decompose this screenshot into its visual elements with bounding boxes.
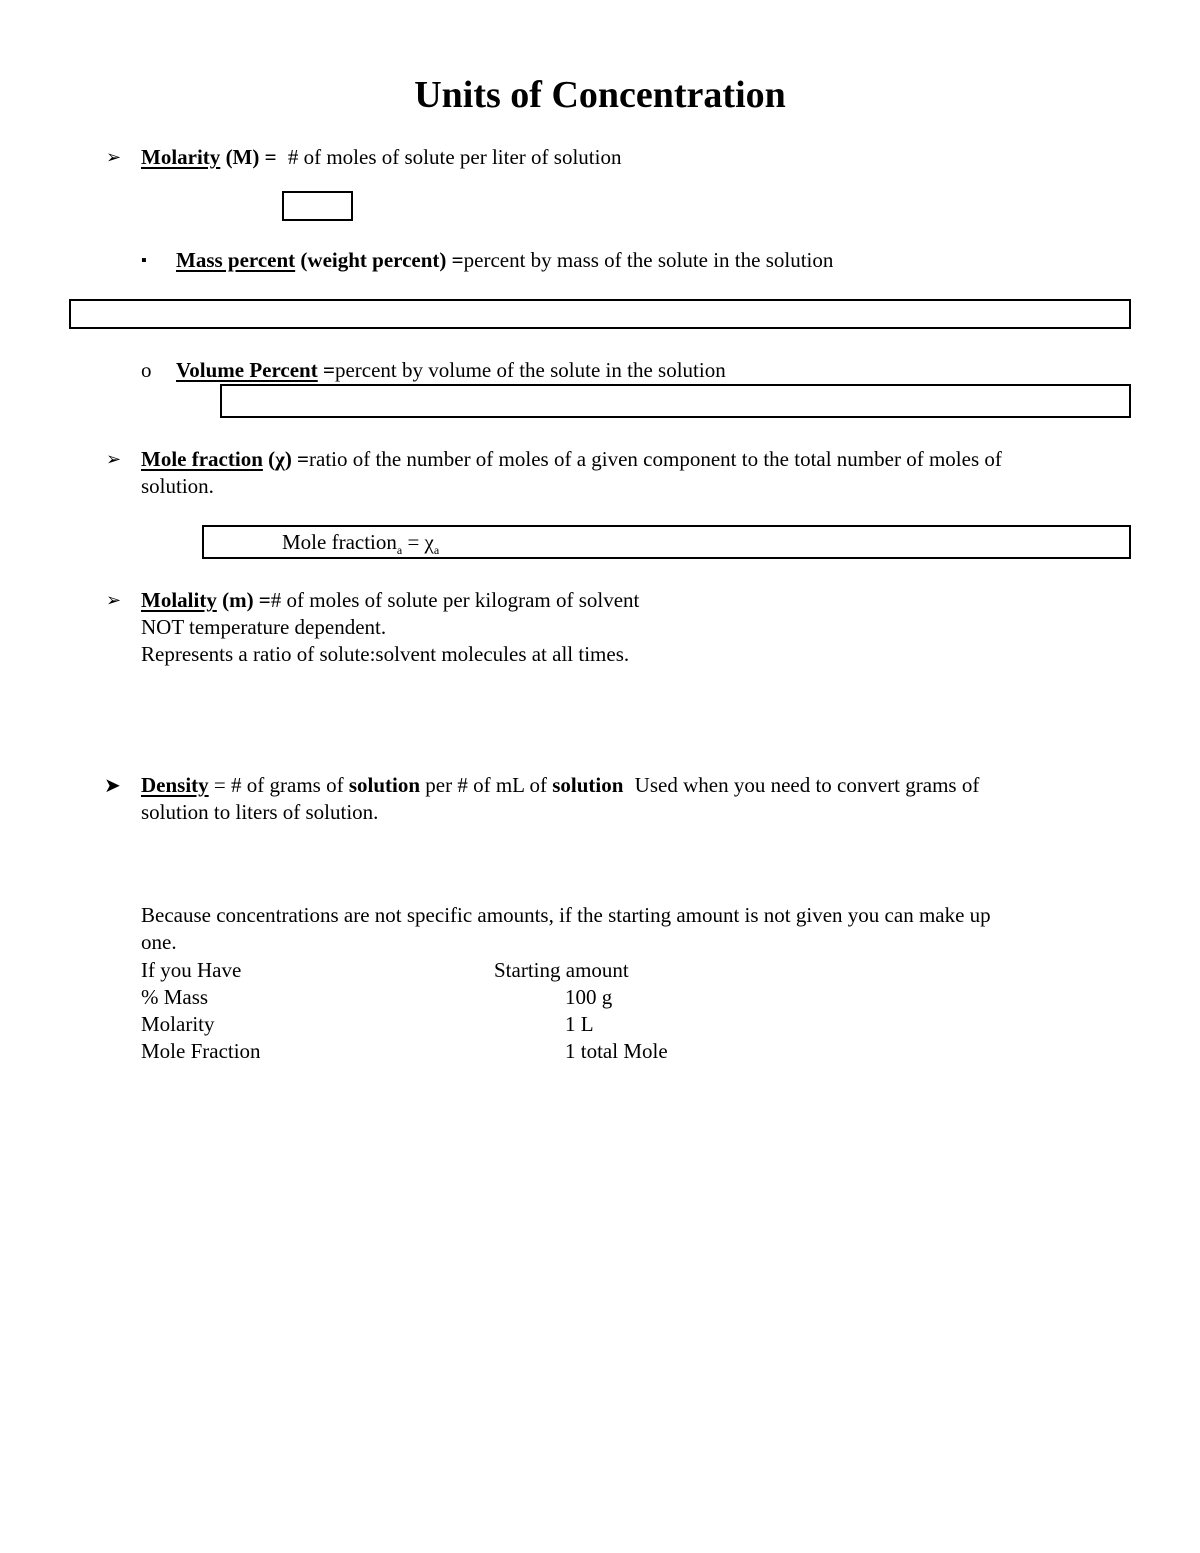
molarity-abbr: (M) = <box>225 145 277 169</box>
formula-subscript: a <box>396 543 403 557</box>
volume-percent-abbr: = <box>322 358 335 382</box>
density-per: per # of mL of <box>425 773 547 797</box>
molality-note-2: Represents a ratio of solute:solvent molecules at all times. <box>141 642 630 666</box>
mass-percent-definition: percent by mass of the solute in the solution <box>463 248 834 272</box>
density-rest: Used when you need to convert grams of <box>634 773 980 797</box>
mole-fraction-definition: ratio of the number of moles of a given component to the total number of moles of <box>309 447 1002 471</box>
mole-fraction-term: Mole fraction <box>141 447 263 471</box>
density-solution-2: solution <box>552 773 624 797</box>
arrow-bullet-icon: ➢ <box>106 449 122 470</box>
volume-percent-line <box>176 357 726 384</box>
molality-note-1: NOT temperature dependent. <box>141 615 387 639</box>
volume-percent-term: Volume Percent <box>176 358 318 382</box>
density-line <box>141 772 979 799</box>
mass-percent-term: Mass percent <box>176 248 296 272</box>
starting-intro-2: one. <box>141 930 177 954</box>
molality-definition: # of moles of solute per kilogram of solvent <box>270 588 640 612</box>
table-row-amount: 100 g <box>565 985 613 1009</box>
formula-equals-chi: = χ <box>407 530 434 554</box>
mole-fraction-line <box>141 446 1002 473</box>
circle-bullet-icon: o <box>141 358 152 382</box>
volume-percent-formula-box <box>220 384 1131 418</box>
volume-percent-definition: percent by volume of the solute in the solution <box>334 358 726 382</box>
mass-percent-abbr: (weight percent) = <box>300 248 464 272</box>
page-title: Units of Concentration <box>414 74 786 116</box>
table-row-have: Mole Fraction <box>141 1039 261 1063</box>
formula-label: Mole fraction <box>282 530 397 554</box>
square-bullet-icon: ▪ <box>141 252 147 269</box>
formula-subscript-chi: a <box>433 543 440 557</box>
density-term: Density <box>141 773 209 797</box>
mole-fraction-definition-cont: solution. <box>141 474 214 498</box>
table-row-amount: 1 L <box>565 1012 594 1036</box>
molality-term: Molality <box>141 588 217 612</box>
density-line-2: solution to liters of solution. <box>141 800 379 824</box>
table-row-have: % Mass <box>141 985 209 1009</box>
molarity-definition: # of moles of solute per liter of solution <box>287 145 622 169</box>
molality-abbr: (m) = <box>222 588 271 612</box>
density-eq: = # of grams of <box>213 773 344 797</box>
table-header-starting: Starting amount <box>494 958 629 982</box>
arrow-bullet-icon: ➢ <box>106 590 122 611</box>
arrow-bullet-icon: ➤ <box>104 773 121 797</box>
mass-percent-formula-box <box>69 299 1131 329</box>
table-row-have: Molarity <box>141 1012 215 1036</box>
table-row-amount: 1 total Mole <box>565 1039 668 1063</box>
molarity-line <box>141 144 621 171</box>
table-header-have: If you Have <box>141 958 242 982</box>
mole-fraction-formula-box <box>202 525 1131 559</box>
density-solution-1: solution <box>348 773 421 797</box>
mass-percent-line <box>176 247 833 274</box>
molarity-formula-box <box>282 191 353 221</box>
starting-intro-1: Because concentrations are not specific amounts, if the starting amount is not given you can make up <box>141 903 991 927</box>
molarity-term: Molarity <box>141 145 221 169</box>
molality-line <box>141 587 639 614</box>
arrow-bullet-icon: ➢ <box>106 147 122 168</box>
mole-fraction-formula <box>282 529 439 556</box>
mole-fraction-abbr: (χ) = <box>268 447 310 471</box>
